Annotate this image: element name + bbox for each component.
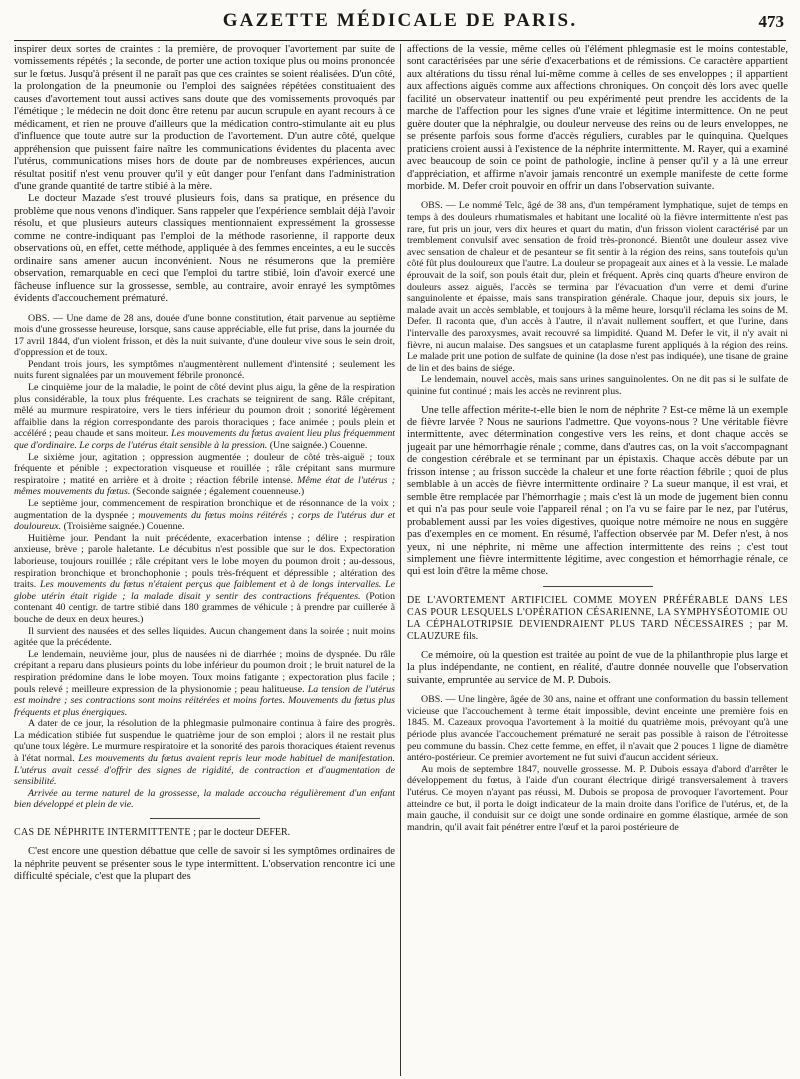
section-heading [407, 595, 788, 643]
observation-text: (Seconde saignée ; également couenneuse.) [132, 486, 305, 498]
page-number: 473 [758, 12, 784, 31]
observation-paragraph: Pendant trois jours, les symptômes n'augmentèrent nullement d'intensité ; seulement les nuits furent signalées par un mouvement fébrile prononcé. [14, 358, 395, 382]
observation-text: Huitième jour. Pendant la nuit précédente, exacerbation intense ; délire ; respiration anxieuse, brève ; parole haletante. Le décubitus n'est possible que sur le dos. Expectoration laborieuse, toujours rouillée ; râle crépitant vers le lobe moyen du poumon droit ; au-dessous, respiration bronchique et bronchophonie ; pouls très-fréquent et dépressible ; altération des traits. [14, 532, 395, 591]
observation-text: Le cinquième jour de la maladie, le point de côté devint plus aigu, la gêne de la respiration plus considérable, la toux plus fréquente. Les crachats se teignirent de sang. Râle crépitant, mêlé au murmure respiratoire, vers le tiers inférieur du poumon droit ; sonorité légèrement affaiblie dans la région correspondante des parois thoraciques ; face animée ; pouls plein et accéléré ; peau chaude et sans moiteur. [14, 382, 395, 440]
observation-block [407, 694, 788, 833]
observation-italic: Arrivée au terme naturel de la grossesse, la malade accoucha régulièrement d'un enfant bien développé et plein de vie. [14, 787, 395, 811]
observation-italic: Même état de l'utérus ; mêmes mouvements du fœtus. [14, 474, 395, 498]
observation-paragraph: OBS. — Une dame de 28 ans, douée d'une bonne constitution, était parvenue au septième mois d'une grossesse heureuse, lorsque, sans cause appréciable, elle fut prise, dans la journée du 17 avril 1844, d'un violent frisson, et dès la nuit suivante, d'une douleur vive sous le sein droit, d'oppression et de toux. [14, 312, 395, 359]
observation-text: (Une saignée.) Couenne. [269, 440, 368, 452]
observation-paragraph: OBS. — Le nommé Telc, âgé de 38 ans, d'un tempérament lymphatique, sujet de temps en temps à des douleurs rhumatismales et habitant une localité où la fièvre intermittente n'est pas rare, fut pris un jour, vers dix heures et quart du matin, d'un frisson violent caractérisé par un tremblement convulsif avec sensation de froid très-prononcé. Bientôt une douleur assez vive avec sensation de chaleur et de pesanteur se fit sentir à la région des reins, sans toutefois qu'un côté fût plus douloureux que l'autre. La douleur se propageait aux aines et à la vessie. Le malade éprouvait de la soif, son pouls était dur, plein et fréquent. Après cinq quarts d'heure environ de douleurs assez aiguës, l'accès se termina par l'évacuation d'un verre et demi d'urine sanguinolente et épaisse, mais sans transpiration générale. Chaque jour, depuis six jours, le malade avait un accès semblable, et toujours à la même heure, lorsqu'il réclama les soins de M. Defer. Il raconta que, d'un accès à l'autre, il n'avait nullement souffert, et que l'urine, dans l'intervalle des paroxysmes, avait recouvré sa limpidité. Quand M. Defer le vit, il n'y avait ni fièvre, ni aucun malaise. Des sangsues et un cataplasme furent appliqués à la région des reins. Le malade prit une potion de sulfate de quinine (la dose n'est pas indiquée), une tisane de graine de lin et des bains de siége. [407, 200, 788, 374]
section-author: par M. CLAUZURE fils. [407, 618, 788, 642]
observation-paragraph [14, 718, 395, 788]
observation-conclusion [14, 788, 395, 811]
paragraph: inspirer deux sortes de craintes : la première, de provoquer l'avortement par suite de vomissements répétés ; la seconde, de porter une action toxique plus ou moins prononcée sur le fœtus. Jusqu'à présent il ne paraît pas que ces craintes se soient réalisées. D'un côté, la prolongation de la pneumonie ou l'emploi des saignées répétées constituaient des causes d'avortement tout aussi actives sans doute que des vomissements provoqués par l'émétique ; le médecin ne doit donc être retenu par aucun scrupule en ayant recours à ce médicament, et rien ne prouve d'ailleurs que la médication contro-stimulante ait eu plus d'influence que toute autre sur la production de l'avortement. D'un autre côté, quelque appréhension que puissent faire naître les communications évidentes du placenta avec l'utérus, communications mises hors de doute par de nombreuses expériences, aucun résultat positif n'est venu prouver qu'il y eût danger pour l'enfant dans l'administration d'une grande quantité de tartre stibié à la mère. [14, 44, 395, 192]
observation-italic: mouvements du fœtus moins réitérés ; corps de l'utérus dur et douloureux. [14, 509, 395, 533]
column-divider [400, 44, 401, 1076]
observation-text: A dater de ce jour, la résolution de la phlegmasie pulmonaire continua à faire des progrès. La médication stibiée fut suspendue le quatrième jour de son emploi ; alors il ne restait plus qu'une toux légère. Le murmure respiratoire et la sonorité des parois thoraciques étaient revenus à l'état normal. [14, 718, 395, 765]
observation-paragraph [14, 649, 395, 719]
observation-block [407, 200, 788, 397]
paragraph: affections de la vessie, même celles où l'élément phlegmasie est le moins contestable, sont caractérisées par une série d'exacerbations et de rémissions. Ce caractère appartient aux altérations du tissu rénal lui-même comme à celles de ses enveloppes ; il appartient aux affections aiguës comme aux affections chroniques. On conçoit dès lors avec quelle facilité un observateur inattentif ou peu expérimenté peut prendre les accidents de la marche de l'affection pour les signes d'une vraie et légitime intermittence. On ne peut guère douter que la néphralgie, ou douleur nerveuse des reins ou de leurs enveloppes, ne se présente parfois sous forme d'accès réguliers, curables par le quinquina. Quelques praticiens croient aussi à l'existence de la néphrite intermittente. M. Rayer, qui a examiné avec beaucoup de soin ce point de pathologie, incline à penser qu'il y a là une erreur d'appréciation, et affirme n'avoir jamais rencontré un exemple manifeste de cette forme morbide. M. Defer croit pouvoir en offrir un dans l'observation suivante. [407, 44, 788, 192]
page-header [14, 6, 786, 41]
observation-paragraph [14, 452, 395, 498]
observation-italic: La tension de l'utérus est moindre ; ses contractions sont moins réitérées et moins fortes. Mouvements du fœtus plus fréquents et plus énergiques. [14, 683, 395, 718]
observation-text: Le septième jour, commencement de respiration bronchique et de résonnance de la voix ; augmentation de la dyspnée ; [14, 498, 395, 521]
section-title: DE L'AVORTEMENT ARTIFICIEL COMME MOYEN PRÉFÉRABLE DANS LES CAS POUR LESQUELS L'OPÉRATION CÉSARIENNE, LA SYMPHYSÉOTOMIE OU LA CÉPHALOTRIPSIE DEVIENDRAIENT PLUS TARD NÉCESSAIRES ; [407, 594, 788, 630]
journal-title: GAZETTE MÉDICALE DE PARIS. [222, 10, 578, 31]
section-title: CAS DE NÉPHRITE INTERMITTENTE [14, 827, 191, 839]
observation-text: Le lendemain, neuvième jour, plus de nausées ni de diarrhée ; moins de dyspnée. Du râle crépitant a reparu dans plusieurs points du lobe inférieur du poumon droit ; le bruit naturel de la respiration prédomine dans le lobe moyen. Toux moins fatigante ; expectoration plus facile ; pouls relevé ; meilleure expression de la physionomie ; peau halitueuse. [14, 648, 395, 695]
paragraph: Le docteur Mazade s'est trouvé plusieurs fois, dans sa pratique, en présence du problème que nous venons d'indiquer. Sans rappeler que l'expérience semblait déjà l'avoir résolu, et que plusieurs auteurs classiques mentionnaient expressément la grossesse comme ne contre-indiquant pas l'emploi de la méthode rasorienne, il rapporte deux observations où, en effet, cette méthode, appliquée à des femmes enceintes, a eu le succès ordinaire sans amener aucun inconvénient. Nous ne résumerons que la première observation, remarquable en ceci que l'emploi du tartre stibié, loin d'avoir exercé une fâcheuse influence sur la grossesse, semble, au contraire, avoir enrayé les symptômes évidents d'accouchement prématuré. [14, 193, 395, 305]
right-column [407, 44, 788, 1076]
paragraph: Ce mémoire, où la question est traitée au point de vue de la philanthropie plus large et la plus indépendante, ne contient, en réalité, d'autre donnée nouvelle que l'observation suivante, empruntée au service de M. P. Dubois. [407, 649, 788, 686]
observation-paragraph: Le lendemain, nouvel accès, mais sans urines sanguinolentes. On ne dit pas si le sulfate de quinine fut continué ; mais les accès ne revinrent plus. [407, 374, 788, 397]
observation-italic: Les mouvements du fœtus avaient repris leur mode habituel de manifestation. L'utérus avait cessé d'offrir des signes de rigidité, de contraction et d'augmentation de sensibilité. [14, 753, 395, 788]
observation-text: (Troisième saignée.) Couenne. [63, 521, 185, 533]
observation-paragraph [14, 533, 395, 626]
paragraph: C'est encore une question débattue que celle de savoir si les symptômes ordinaires de la néphrite peuvent se présenter sous le type intermittent. L'observation rencontre ici une difficulté spéciale, c'est que la plupart des [14, 846, 395, 882]
observation-paragraph [14, 498, 395, 533]
separator-rule [150, 818, 260, 819]
observation-italic: Les mouvements du fœtus n'étaient perçus que faiblement et à de longs intervalles. Le globe utérin était rigide ; la malade disait y sentir des contractions fréquentes. [14, 579, 395, 602]
observation-paragraph: Il survient des nausées et des selles liquides. Aucun changement dans la soirée ; nuit moins agitée que la précédente. [14, 625, 395, 649]
observation-italic: Les mouvements du fœtus avaient lieu plus fréquemment que d'ordinaire. Le corps de l'utérus était sensible à la pression. [14, 428, 395, 452]
observation-block [14, 313, 395, 812]
section-author: ; par le docteur DEFER. [190, 827, 291, 839]
observation-text: (Potion contenant 40 centigr. de tartre stibié dans 180 grammes de véhicule ; à prendre par cuillerée à bouche de deux en deux heures.) [14, 590, 395, 625]
observation-paragraph: Au mois de septembre 1847, nouvelle grossesse. M. P. Dubois essaya d'abord d'arrêter le développement du fœtus, à l'aide d'un courant électrique dirigé transversalement à travers l'utérus. Ce moyen n'ayant pas réussi, M. Dubois se proposa de provoquer l'avortement. Pour atteindre ce but, il porta le doigt indicateur de la main droite dans l'orifice de l'utérus, et, de la main gauche, il conduisit sur ce doigt une sonde ordinaire en gomme élastique, armée de son mandrin, qu'il avait fait pénétrer entre l'œuf et la paroi postérieure de [407, 763, 788, 833]
left-column [14, 44, 395, 1076]
observation-paragraph [14, 382, 395, 452]
observation-text: Le sixième jour, agitation ; oppression augmentée ; douleur de côté très-aiguë ; toux fréquente et pénible ; expectoration visqueuse et rouillée ; râle crépitant sans murmure respiratoire ; matité en arrière et à droite ; réaction fébrile intense. [14, 451, 395, 486]
section-heading [14, 827, 395, 839]
separator-rule [543, 586, 653, 587]
observation-paragraph: OBS. — Une lingère, âgée de 30 ans, naine et offrant une conformation du bassin tellement vicieuse que l'accouchement à terme était impossible, devint enceinte une première fois en 1845. M. Cazeaux provoqua l'avortement à la moitié du quatrième mois, prévoyant qu'à une période plus avancée l'accouchement prématuré ne serait pas possible à raison de l'étroitesse peu commune du bassin. Chez cette femme, en effet, il n'avait que 2 pouces 1 ligne de diamètre antéro-postérieur. Ce premier avortement ne fut suivi d'aucun accident sérieux. [407, 694, 788, 764]
paragraph: Une telle affection mérite-t-elle bien le nom de néphrite ? Est-ce même là un exemple de fièvre larvée ? Nous ne saurions l'admettre. Que voyons-nous ? Une véritable fièvre intermittente, avec détermination congestive vers les reins, et dont chaque accès se jugeait par une hémorrhagie rénale ; comme, dans d'autres cas, on la voit s'accompagnant de congestion cérébrale et se terminant par un épistaxis. Chaque accès débute par un frisson intense ; au frisson succède la chaleur et une forte réaction fébrile ; quoi de plus semblable à un accès de fièvre intermittente ordinaire ? La sueur manque, il est vrai, et semble être remplacée par l'hémorrhagie ; mais c'est là un mode de jugement bien connu et qui n'a pas pour seule voie l'appareil rénal ; on l'a vu se faire par le nez, par l'utérus, probablement aussi par les voies digestives, quoique notre mémoire ne nous en suggère pas d'exemples en ce moment. En résumé, l'affection observée par M. Defer n'est, à nos yeux, ni une néphrite, ni même une affection intermittente des reins ; c'est tout simplement une fièvre intermittente légitime, avec congestion et hémorrhagie rénale, ce qui est loin d'être la même chose. [407, 404, 788, 578]
